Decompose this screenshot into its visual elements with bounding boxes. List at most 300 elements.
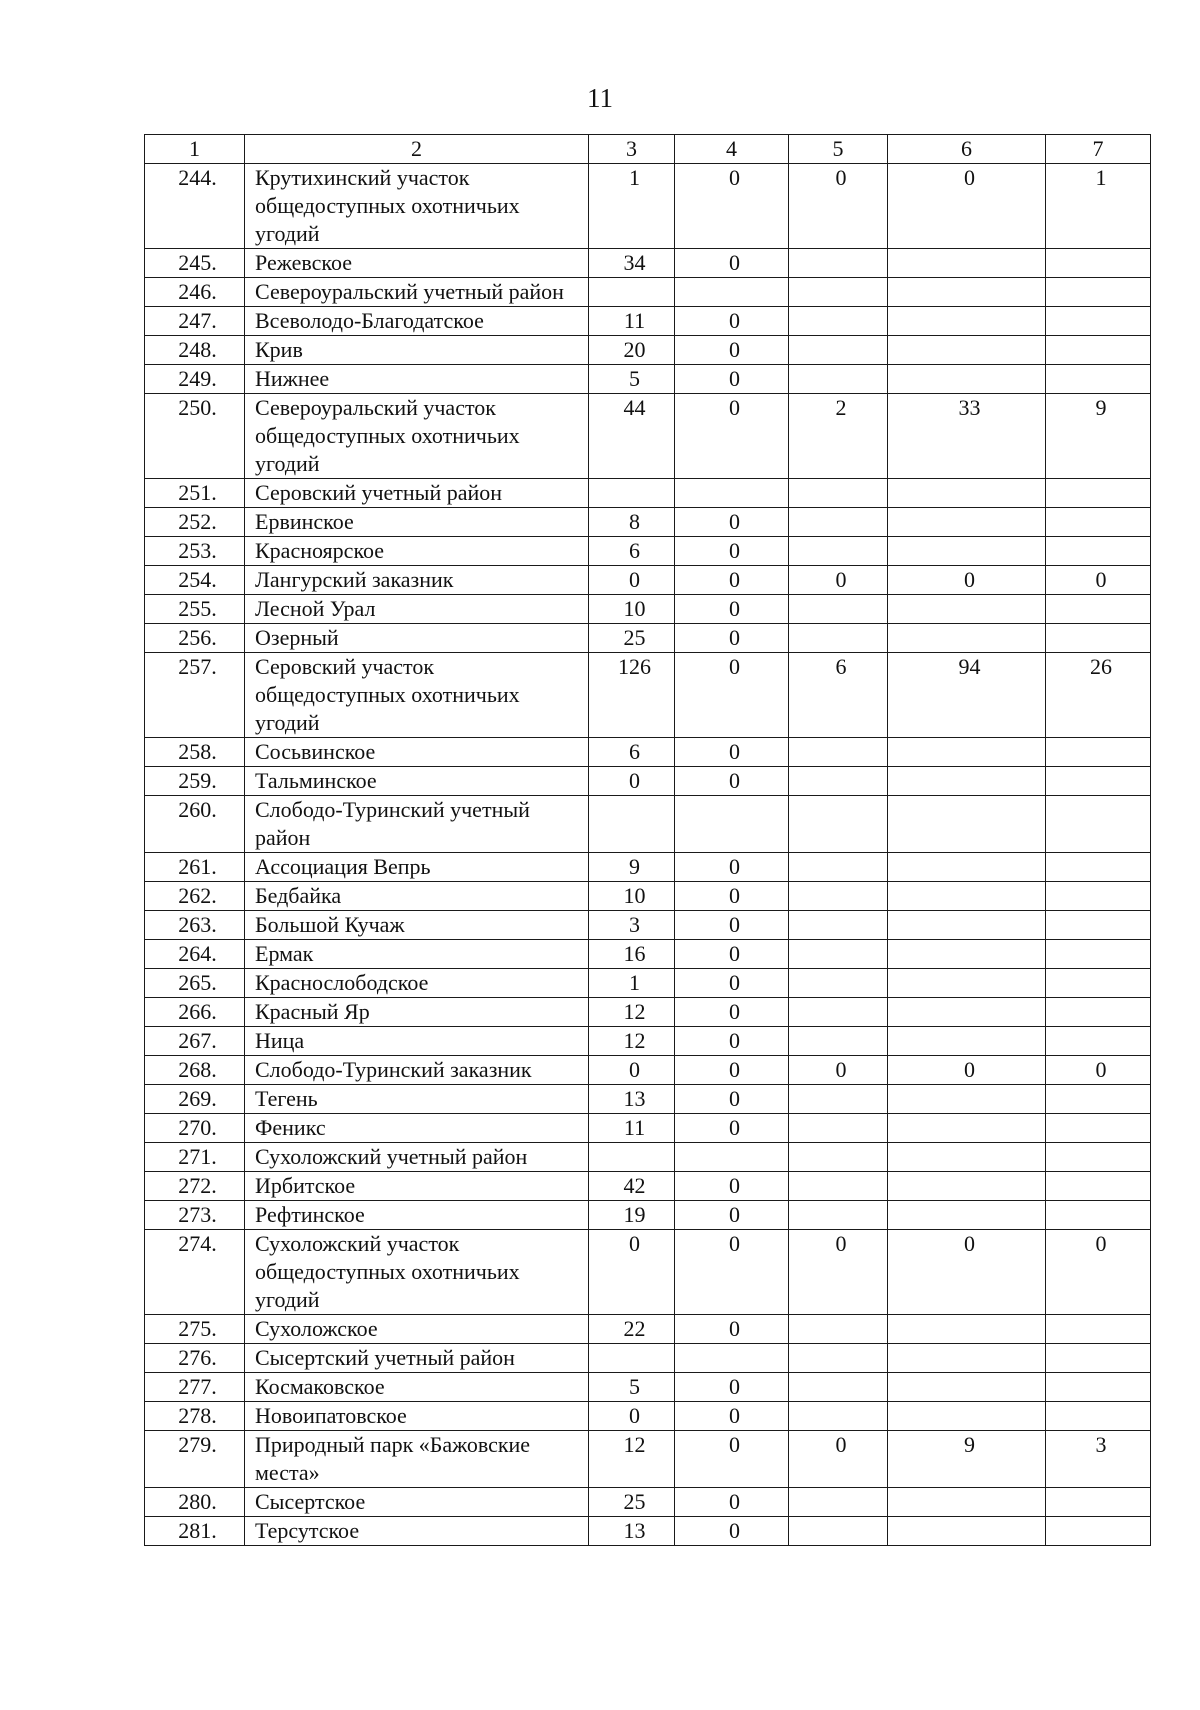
row-name: Новоипатовское — [245, 1402, 589, 1431]
cell-col5 — [789, 1373, 888, 1402]
row-number: 253. — [145, 537, 245, 566]
table-row — [145, 566, 1151, 595]
cell-col7: 26 — [1046, 653, 1151, 738]
cell-col3: 12 — [589, 998, 675, 1027]
cell-col3: 0 — [589, 1402, 675, 1431]
row-number: 273. — [145, 1201, 245, 1230]
cell-col7 — [1046, 624, 1151, 653]
column-header: 3 — [589, 135, 675, 164]
cell-col5 — [789, 336, 888, 365]
table-row — [145, 653, 1151, 738]
cell-col3 — [589, 278, 675, 307]
cell-col7 — [1046, 336, 1151, 365]
row-number: 245. — [145, 249, 245, 278]
cell-col7: 0 — [1046, 1056, 1151, 1085]
row-number: 251. — [145, 479, 245, 508]
row-number: 278. — [145, 1402, 245, 1431]
cell-col4: 0 — [675, 1114, 789, 1143]
cell-col6 — [888, 969, 1046, 998]
cell-col5 — [789, 1315, 888, 1344]
cell-col5: 0 — [789, 1056, 888, 1085]
row-name: Природный парк «Бажовские места» — [245, 1431, 589, 1488]
cell-col3: 1 — [589, 969, 675, 998]
cell-col3: 0 — [589, 566, 675, 595]
cell-col3: 20 — [589, 336, 675, 365]
row-name: Большой Кучаж — [245, 911, 589, 940]
cell-col5 — [789, 479, 888, 508]
cell-col5 — [789, 767, 888, 796]
row-name: Слободо-Туринский учетный район — [245, 796, 589, 853]
row-number: 250. — [145, 394, 245, 479]
row-number: 264. — [145, 940, 245, 969]
row-number: 244. — [145, 164, 245, 249]
table-row — [145, 969, 1151, 998]
cell-col3: 10 — [589, 882, 675, 911]
cell-col4: 0 — [675, 653, 789, 738]
row-name: Сысертский учетный район — [245, 1344, 589, 1373]
cell-col3 — [589, 796, 675, 853]
table-row — [145, 911, 1151, 940]
cell-col6 — [888, 1402, 1046, 1431]
row-number: 281. — [145, 1517, 245, 1546]
cell-col4: 0 — [675, 595, 789, 624]
row-name: Феникс — [245, 1114, 589, 1143]
cell-col3: 44 — [589, 394, 675, 479]
column-header: 2 — [245, 135, 589, 164]
row-name: Красный Яр — [245, 998, 589, 1027]
cell-col6 — [888, 624, 1046, 653]
table-row — [145, 1373, 1151, 1402]
cell-col7 — [1046, 1143, 1151, 1172]
cell-col6 — [888, 767, 1046, 796]
row-number: 265. — [145, 969, 245, 998]
cell-col3: 12 — [589, 1027, 675, 1056]
table-row — [145, 307, 1151, 336]
cell-col5 — [789, 365, 888, 394]
cell-col4: 0 — [675, 365, 789, 394]
cell-col3 — [589, 1344, 675, 1373]
table-body — [145, 135, 1151, 1546]
cell-col5 — [789, 1402, 888, 1431]
cell-col5 — [789, 1114, 888, 1143]
cell-col4: 0 — [675, 1315, 789, 1344]
cell-col6 — [888, 595, 1046, 624]
table-row — [145, 249, 1151, 278]
table-header-row — [145, 135, 1151, 164]
cell-col7 — [1046, 1114, 1151, 1143]
row-name: Серовский учетный район — [245, 479, 589, 508]
table-row — [145, 1431, 1151, 1488]
cell-col3: 5 — [589, 1373, 675, 1402]
cell-col4 — [675, 1143, 789, 1172]
row-number: 263. — [145, 911, 245, 940]
row-name: Сухоложский участок общедоступных охотничьих угодий — [245, 1230, 589, 1315]
cell-col4: 0 — [675, 998, 789, 1027]
cell-col4: 0 — [675, 336, 789, 365]
table-row — [145, 164, 1151, 249]
cell-col6 — [888, 738, 1046, 767]
cell-col6 — [888, 365, 1046, 394]
row-name: Крутихинский участок общедоступных охотничьих угодий — [245, 164, 589, 249]
cell-col7 — [1046, 1344, 1151, 1373]
cell-col5 — [789, 911, 888, 940]
cell-col7 — [1046, 479, 1151, 508]
table-row — [145, 767, 1151, 796]
row-name: Сосьвинское — [245, 738, 589, 767]
cell-col6 — [888, 940, 1046, 969]
cell-col7 — [1046, 307, 1151, 336]
cell-col4: 0 — [675, 566, 789, 595]
cell-col6: 0 — [888, 566, 1046, 595]
cell-col6 — [888, 1143, 1046, 1172]
row-number: 261. — [145, 853, 245, 882]
cell-col4 — [675, 278, 789, 307]
cell-col6: 33 — [888, 394, 1046, 479]
cell-col7 — [1046, 1172, 1151, 1201]
cell-col3: 25 — [589, 1488, 675, 1517]
cell-col7: 0 — [1046, 1230, 1151, 1315]
row-number: 268. — [145, 1056, 245, 1085]
cell-col5 — [789, 1488, 888, 1517]
column-header: 1 — [145, 135, 245, 164]
cell-col6: 9 — [888, 1431, 1046, 1488]
row-name: Лесной Урал — [245, 595, 589, 624]
cell-col4: 0 — [675, 1056, 789, 1085]
cell-col7: 1 — [1046, 164, 1151, 249]
cell-col4: 0 — [675, 1172, 789, 1201]
cell-col3: 11 — [589, 307, 675, 336]
row-name: Сухоложское — [245, 1315, 589, 1344]
cell-col6: 0 — [888, 164, 1046, 249]
cell-col3: 1 — [589, 164, 675, 249]
row-name: Ермак — [245, 940, 589, 969]
table-row — [145, 1230, 1151, 1315]
table-row — [145, 479, 1151, 508]
cell-col7 — [1046, 1201, 1151, 1230]
row-number: 271. — [145, 1143, 245, 1172]
row-name: Серовский участок общедоступных охотничьих угодий — [245, 653, 589, 738]
cell-col7: 3 — [1046, 1431, 1151, 1488]
cell-col5 — [789, 853, 888, 882]
cell-col4: 0 — [675, 1431, 789, 1488]
cell-col7 — [1046, 911, 1151, 940]
cell-col3: 22 — [589, 1315, 675, 1344]
row-number: 247. — [145, 307, 245, 336]
table-row — [145, 796, 1151, 853]
cell-col7 — [1046, 767, 1151, 796]
cell-col3: 13 — [589, 1517, 675, 1546]
cell-col4: 0 — [675, 307, 789, 336]
row-name: Бедбайка — [245, 882, 589, 911]
table-row — [145, 853, 1151, 882]
cell-col6 — [888, 882, 1046, 911]
cell-col4: 0 — [675, 164, 789, 249]
cell-col5 — [789, 278, 888, 307]
row-number: 266. — [145, 998, 245, 1027]
cell-col4: 0 — [675, 1517, 789, 1546]
table-row — [145, 508, 1151, 537]
row-name: Североуральский учетный район — [245, 278, 589, 307]
cell-col4: 0 — [675, 969, 789, 998]
row-name: Красноярское — [245, 537, 589, 566]
table-row — [145, 1315, 1151, 1344]
cell-col3: 10 — [589, 595, 675, 624]
cell-col7 — [1046, 249, 1151, 278]
row-number: 277. — [145, 1373, 245, 1402]
cell-col4 — [675, 479, 789, 508]
cell-col4: 0 — [675, 1201, 789, 1230]
cell-col3: 25 — [589, 624, 675, 653]
cell-col5 — [789, 1085, 888, 1114]
table-row — [145, 1402, 1151, 1431]
cell-col5: 0 — [789, 566, 888, 595]
cell-col7 — [1046, 1488, 1151, 1517]
cell-col7 — [1046, 853, 1151, 882]
column-header: 4 — [675, 135, 789, 164]
cell-col5: 6 — [789, 653, 888, 738]
row-number: 269. — [145, 1085, 245, 1114]
row-number: 274. — [145, 1230, 245, 1315]
cell-col4: 0 — [675, 537, 789, 566]
cell-col5 — [789, 624, 888, 653]
cell-col4: 0 — [675, 1488, 789, 1517]
table-row — [145, 1201, 1151, 1230]
cell-col7 — [1046, 738, 1151, 767]
table-row — [145, 537, 1151, 566]
cell-col7 — [1046, 1517, 1151, 1546]
row-name: Сысертское — [245, 1488, 589, 1517]
table-row — [145, 1517, 1151, 1546]
cell-col4: 0 — [675, 1373, 789, 1402]
cell-col7: 0 — [1046, 566, 1151, 595]
row-name: Тегень — [245, 1085, 589, 1114]
cell-col5 — [789, 969, 888, 998]
cell-col5: 0 — [789, 1431, 888, 1488]
row-name: Сухоложский учетный район — [245, 1143, 589, 1172]
cell-col3: 6 — [589, 738, 675, 767]
cell-col5 — [789, 1027, 888, 1056]
cell-col5: 2 — [789, 394, 888, 479]
column-header: 6 — [888, 135, 1046, 164]
row-name: Слободо-Туринский заказник — [245, 1056, 589, 1085]
row-number: 246. — [145, 278, 245, 307]
cell-col6 — [888, 479, 1046, 508]
cell-col5 — [789, 249, 888, 278]
cell-col5 — [789, 595, 888, 624]
table-row — [145, 336, 1151, 365]
cell-col5 — [789, 1344, 888, 1373]
row-name: Лангурский заказник — [245, 566, 589, 595]
cell-col3: 42 — [589, 1172, 675, 1201]
table-row — [145, 1143, 1151, 1172]
cell-col4: 0 — [675, 624, 789, 653]
cell-col3: 6 — [589, 537, 675, 566]
row-name: Ервинское — [245, 508, 589, 537]
cell-col3: 11 — [589, 1114, 675, 1143]
row-name: Ница — [245, 1027, 589, 1056]
row-name: Ассоциация Вепрь — [245, 853, 589, 882]
table-row — [145, 1344, 1151, 1373]
cell-col3: 13 — [589, 1085, 675, 1114]
cell-col3 — [589, 1143, 675, 1172]
cell-col4: 0 — [675, 249, 789, 278]
table-row — [145, 1056, 1151, 1085]
cell-col5: 0 — [789, 164, 888, 249]
cell-col4: 0 — [675, 882, 789, 911]
row-name: Краснослободское — [245, 969, 589, 998]
cell-col3: 5 — [589, 365, 675, 394]
table-row — [145, 1172, 1151, 1201]
cell-col6: 0 — [888, 1230, 1046, 1315]
cell-col6 — [888, 911, 1046, 940]
cell-col6 — [888, 1201, 1046, 1230]
cell-col4 — [675, 796, 789, 853]
cell-col5 — [789, 1201, 888, 1230]
cell-col4 — [675, 1344, 789, 1373]
cell-col7 — [1046, 969, 1151, 998]
cell-col6 — [888, 508, 1046, 537]
cell-col5 — [789, 882, 888, 911]
cell-col5 — [789, 307, 888, 336]
row-number: 270. — [145, 1114, 245, 1143]
row-name: Ирбитское — [245, 1172, 589, 1201]
row-number: 276. — [145, 1344, 245, 1373]
row-number: 259. — [145, 767, 245, 796]
table-row — [145, 1114, 1151, 1143]
cell-col7 — [1046, 882, 1151, 911]
cell-col4: 0 — [675, 394, 789, 479]
cell-col6 — [888, 249, 1046, 278]
row-number: 267. — [145, 1027, 245, 1056]
cell-col7 — [1046, 1027, 1151, 1056]
row-name: Тальминское — [245, 767, 589, 796]
cell-col3: 12 — [589, 1431, 675, 1488]
cell-col5: 0 — [789, 1230, 888, 1315]
cell-col6 — [888, 1085, 1046, 1114]
cell-col5 — [789, 940, 888, 969]
row-name: Космаковское — [245, 1373, 589, 1402]
cell-col3: 0 — [589, 767, 675, 796]
cell-col6: 0 — [888, 1056, 1046, 1085]
table-row — [145, 624, 1151, 653]
cell-col5 — [789, 1172, 888, 1201]
cell-col3 — [589, 479, 675, 508]
row-number: 260. — [145, 796, 245, 853]
cell-col3: 8 — [589, 508, 675, 537]
cell-col6 — [888, 307, 1046, 336]
row-number: 275. — [145, 1315, 245, 1344]
table-row — [145, 998, 1151, 1027]
cell-col5 — [789, 508, 888, 537]
cell-col3: 3 — [589, 911, 675, 940]
page-number: 11 — [587, 83, 613, 113]
row-number: 252. — [145, 508, 245, 537]
cell-col7 — [1046, 278, 1151, 307]
row-name: Режевское — [245, 249, 589, 278]
cell-col5 — [789, 796, 888, 853]
cell-col6 — [888, 1172, 1046, 1201]
row-number: 279. — [145, 1431, 245, 1488]
cell-col4: 0 — [675, 1402, 789, 1431]
row-number: 272. — [145, 1172, 245, 1201]
row-number: 255. — [145, 595, 245, 624]
cell-col4: 0 — [675, 738, 789, 767]
row-name: Рефтинское — [245, 1201, 589, 1230]
cell-col4: 0 — [675, 911, 789, 940]
table-row — [145, 278, 1151, 307]
cell-col4: 0 — [675, 853, 789, 882]
row-number: 280. — [145, 1488, 245, 1517]
cell-col4: 0 — [675, 940, 789, 969]
cell-col6 — [888, 1488, 1046, 1517]
cell-col6 — [888, 796, 1046, 853]
cell-col7 — [1046, 1085, 1151, 1114]
cell-col4: 0 — [675, 1230, 789, 1315]
cell-col7 — [1046, 1373, 1151, 1402]
row-number: 256. — [145, 624, 245, 653]
row-name: Терсутское — [245, 1517, 589, 1546]
cell-col7 — [1046, 940, 1151, 969]
cell-col5 — [789, 1143, 888, 1172]
cell-col4: 0 — [675, 508, 789, 537]
data-table — [144, 134, 1151, 1546]
cell-col6 — [888, 278, 1046, 307]
cell-col6 — [888, 1114, 1046, 1143]
cell-col3: 16 — [589, 940, 675, 969]
table-row — [145, 1488, 1151, 1517]
cell-col7 — [1046, 998, 1151, 1027]
row-number: 249. — [145, 365, 245, 394]
cell-col6 — [888, 853, 1046, 882]
table-row — [145, 365, 1151, 394]
row-name: Североуральский участок общедоступных охотничьих угодий — [245, 394, 589, 479]
cell-col5 — [789, 738, 888, 767]
cell-col7 — [1046, 595, 1151, 624]
table-row — [145, 394, 1151, 479]
cell-col6 — [888, 1027, 1046, 1056]
cell-col4: 0 — [675, 767, 789, 796]
column-header: 7 — [1046, 135, 1151, 164]
cell-col5 — [789, 1517, 888, 1546]
row-number: 257. — [145, 653, 245, 738]
cell-col5 — [789, 537, 888, 566]
cell-col5 — [789, 998, 888, 1027]
row-name: Крив — [245, 336, 589, 365]
cell-col6 — [888, 1373, 1046, 1402]
cell-col6 — [888, 1315, 1046, 1344]
row-number: 254. — [145, 566, 245, 595]
table-row — [145, 1027, 1151, 1056]
row-name: Нижнее — [245, 365, 589, 394]
row-name: Озерный — [245, 624, 589, 653]
cell-col6 — [888, 537, 1046, 566]
row-number: 262. — [145, 882, 245, 911]
cell-col7: 9 — [1046, 394, 1151, 479]
column-header: 5 — [789, 135, 888, 164]
cell-col4: 0 — [675, 1085, 789, 1114]
cell-col7 — [1046, 537, 1151, 566]
cell-col6 — [888, 998, 1046, 1027]
table-row — [145, 940, 1151, 969]
cell-col7 — [1046, 1402, 1151, 1431]
cell-col7 — [1046, 508, 1151, 537]
table-row — [145, 882, 1151, 911]
cell-col3: 34 — [589, 249, 675, 278]
cell-col3: 19 — [589, 1201, 675, 1230]
cell-col3: 9 — [589, 853, 675, 882]
cell-col3: 0 — [589, 1056, 675, 1085]
cell-col7 — [1046, 365, 1151, 394]
